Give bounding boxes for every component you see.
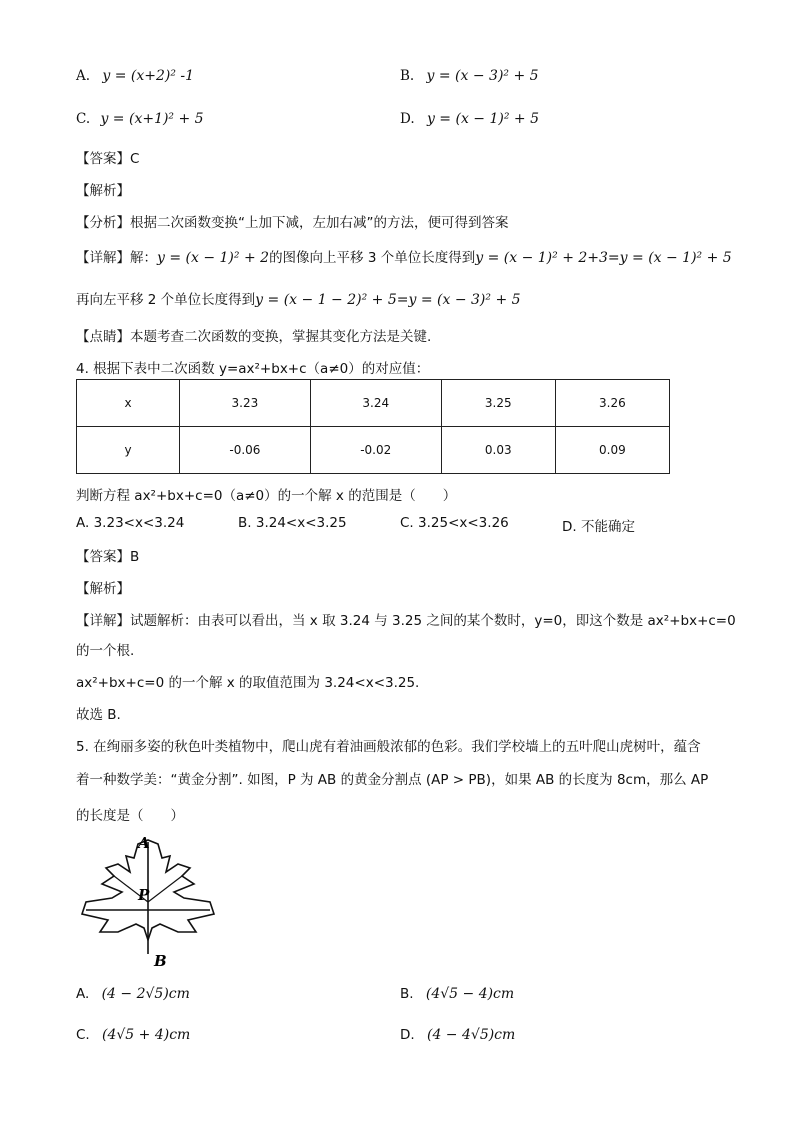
table-cell: 3.23 [180,380,311,427]
table-cell: 3.24 [310,380,441,427]
leaf-vein-right [148,876,182,902]
q3-dianjing: 【点睛】本题考查二次函数的变换，掌握其变化方法是关键. [76,329,432,345]
q5-option-c[interactable]: C. (4√5 + 4)cm [76,1027,191,1043]
table-cell: 3.26 [555,380,669,427]
q4-stem: 4. 根据下表中二次函数 y=ax²+bx+c（a≠0）的对应值： [76,361,430,377]
table-row-x [77,380,670,427]
q3-fenxi: 【分析】根据二次函数变换“上加下减，左加右减”的方法，便可得到答案 [76,215,509,231]
q4-detail-line2: 的一个根. [76,643,135,659]
label-p: P [138,886,150,904]
q3-detail-line1: 【详解】解：y = (x − 1)² + 2的图像向上平移 3 个单位长度得到y = (x − 1)² + 2+3=y = (x − 1)² + 5 [76,250,732,266]
q4-option-c[interactable]: C. 3.25<x<3.26 [400,515,509,531]
q3-detail-line2: 再向左平移 2 个单位长度得到y = (x − 1 − 2)² + 5=y = (x − 3)² + 5 [76,292,521,308]
q3-option-a[interactable]: A. y = (x+2)² -1 [76,68,195,84]
maple-leaf-figure [78,832,223,972]
q4-detail-line3: ax²+bx+c=0 的一个解 x 的取值范围为 3.24<x<3.25. [76,675,420,691]
q5-stem-line3: 的长度是（ ） [76,808,184,824]
table-cell: 0.03 [441,427,555,474]
table-row-y [77,427,670,474]
q3-option-d-expr: y = (x − 1)² + 5 [426,111,539,127]
q3-analysis-tag: 【解析】 [76,183,130,199]
q3-answer: 【答案】C [76,151,140,167]
table-cell: -0.06 [180,427,311,474]
q4-detail-line4: 故选 B. [76,707,121,723]
table-cell: x [77,380,180,427]
q3-option-b[interactable]: B. y = (x − 3)² + 5 [400,68,539,84]
q5-stem-line2: 着一种数学美：“黄金分割”. 如图，P 为 AB 的黄金分割点 (AP > PB)，如果 AB 的长度为 8cm，那么 AP [76,772,709,788]
q3-option-c[interactable]: C. y = (x+1)² + 5 [76,111,204,127]
label-a: A [138,834,150,852]
table-cell: 0.09 [555,427,669,474]
label-b: B [154,952,167,970]
q4-question: 判断方程 ax²+bx+c=0（a≠0）的一个解 x 的范围是（ ） [76,488,457,504]
table-cell: 3.25 [441,380,555,427]
q3-option-c-expr: y = (x+1)² + 5 [100,111,204,127]
table-cell: -0.02 [310,427,441,474]
values-table [76,379,670,474]
q5-stem-line1: 5. 在绚丽多姿的秋色叶类植物中，爬山虎有着油画般浓郁的色彩。我们学校墙上的五叶爬山虎树叶，蕴含 [76,739,701,755]
q3-option-a-expr: y = (x+2)² -1 [102,68,195,84]
q4-option-d[interactable]: D. 不能确定 [562,519,635,535]
table-cell: y [77,427,180,474]
q4-option-a[interactable]: A. 3.23<x<3.24 [76,515,185,531]
q5-option-d[interactable]: D. (4 − 4√5)cm [400,1027,516,1043]
q4-answer: 【答案】B [76,549,140,565]
q4-option-b[interactable]: B. 3.24<x<3.25 [238,515,347,531]
q5-option-a[interactable]: A. (4 − 2√5)cm [76,986,190,1002]
q4-analysis-tag: 【解析】 [76,581,130,597]
q3-option-d[interactable]: D. y = (x − 1)² + 5 [400,111,539,127]
q5-option-b[interactable]: B. (4√5 − 4)cm [400,986,515,1002]
q3-option-b-expr: y = (x − 3)² + 5 [426,68,539,84]
q4-detail-line1: 【详解】试题解析：由表可以看出，当 x 取 3.24 与 3.25 之间的某个数时，y=0，即这个数是 ax²+bx+c=0 [76,613,736,629]
